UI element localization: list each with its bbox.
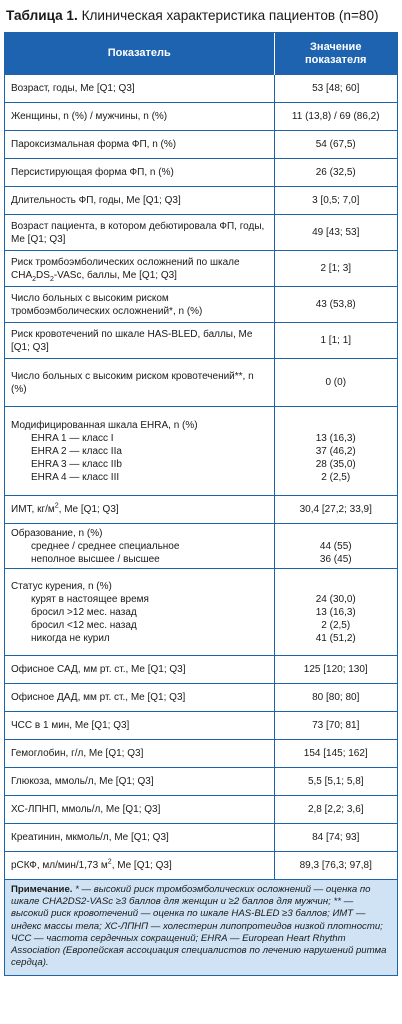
group-label: Модифицированная шкала EHRA, n (%) [11, 419, 198, 431]
sub-item-value: 13 (16,3) [315, 432, 356, 444]
sub-item-label: среднее / среднее специальное [31, 540, 180, 552]
row-value: 49 [43; 53] [274, 215, 397, 251]
table-row [5, 159, 397, 187]
table-row-ehra [5, 407, 397, 496]
row-value: 80 [80; 80] [274, 684, 397, 712]
row-value: 43 (53,8) [274, 287, 397, 323]
table-row [5, 496, 397, 524]
table-row [5, 656, 397, 684]
table-row-education [5, 524, 397, 569]
row-value: 73 [70; 81] [274, 712, 397, 740]
sub-item-value: 24 (30,0) [315, 593, 356, 605]
row-value: 30,4 [27,2; 33,9] [274, 496, 397, 524]
row-label: Длительность ФП, годы, Me [Q1; Q3] [5, 187, 274, 215]
table-row [5, 852, 397, 880]
sub-item-value: 36 (45) [319, 553, 352, 565]
group-label: Образование, n (%) [11, 527, 103, 539]
sub-item-label: бросил <12 мес. назад [31, 619, 137, 631]
row-value: 154 [145; 162] [274, 740, 397, 768]
row-label: Персистирующая форма ФП, n (%) [5, 159, 274, 187]
table-row [5, 215, 397, 251]
row-value: 3 [0,5; 7,0] [274, 187, 397, 215]
row-label: Офисное ДАД, мм рт. ст., Me [Q1; Q3] [5, 684, 274, 712]
table-footnote [5, 879, 397, 975]
row-label: Риск тромбоэмболических осложнений по шкале $CHA_2DS_2$-VASc, баллы, Me [Q1; Q3] [5, 251, 274, 287]
table-row [5, 323, 397, 359]
caption-label: Таблица 1. [6, 8, 78, 23]
sub-item-value: 2 (2,5) [321, 471, 351, 483]
table-row [5, 251, 397, 287]
table-row [5, 684, 397, 712]
table-row [5, 287, 397, 323]
row-label: рСКФ, мл/мин/1,73 $м^2$, Me [Q1; Q3] [5, 852, 274, 880]
row-value: 125 [120; 130] [274, 656, 397, 684]
table-row-smoking [5, 569, 397, 656]
table-row [5, 103, 397, 131]
row-label: ХС-ЛПНП, ммоль/л, Me [Q1; Q3] [5, 796, 274, 824]
table-row [5, 187, 397, 215]
table-row [5, 359, 397, 407]
footnote-label: Примечание. [11, 884, 73, 895]
row-label: Риск кровотечений по шкале HAS-BLED, баллы, Me [Q1; Q3] [5, 323, 274, 359]
table-row [5, 796, 397, 824]
row-value [274, 569, 397, 656]
row-label [5, 524, 274, 569]
header-value: Значение показателя [274, 33, 397, 75]
row-label: Женщины, n (%) / мужчины, n (%) [5, 103, 274, 131]
row-value: 53 [48; 60] [274, 75, 397, 103]
sub-item-label: курят в настоящее время [31, 593, 149, 605]
table-row [5, 768, 397, 796]
table-row [5, 824, 397, 852]
table-row [5, 75, 397, 103]
sub-item-label: неполное высшее / высшее [31, 553, 160, 565]
sub-item-value: 37 (46,2) [315, 445, 356, 457]
sub-item-label: EHRA 1 — класс I [31, 432, 114, 444]
table-row [5, 740, 397, 768]
row-label: ИМТ, $кг/м^2$, Me [Q1; Q3] [5, 496, 274, 524]
row-value: 26 (32,5) [274, 159, 397, 187]
row-value: 11 (13,8) / 69 (86,2) [274, 103, 397, 131]
table-caption [4, 8, 398, 24]
caption-title: Клиническая характеристика пациентов (n=80) [81, 8, 379, 23]
sub-item-label: бросил >12 мес. назад [31, 606, 137, 618]
row-label: Возраст, годы, Me [Q1; Q3] [5, 75, 274, 103]
row-value: 89,3 [76,3; 97,8] [274, 852, 397, 880]
sub-item-value: 41 (51,2) [315, 632, 356, 644]
sub-item-value: 28 (35,0) [315, 458, 356, 470]
row-value [274, 524, 397, 569]
row-label: Гемоглобин, г/л, Me [Q1; Q3] [5, 740, 274, 768]
row-value: 2 [1; 3] [274, 251, 397, 287]
table-header-row [5, 33, 397, 75]
row-label: Возраст пациента, в котором дебютировала ФП, годы, Me [Q1; Q3] [5, 215, 274, 251]
sub-item-label: EHRA 2 — класс IIa [31, 445, 122, 457]
sub-item-value: 44 (55) [319, 540, 352, 552]
characteristics-table [4, 32, 398, 976]
sub-item-label: EHRA 4 — класс III [31, 471, 120, 483]
row-label: Число больных с высоким риском кровотечений**, n (%) [5, 359, 274, 407]
sub-item-value: 2 (2,5) [321, 619, 351, 631]
row-value: 0 (0) [274, 359, 397, 407]
row-label: Офисное САД, мм рт. ст., Me [Q1; Q3] [5, 656, 274, 684]
row-label [5, 407, 274, 496]
table-row [5, 131, 397, 159]
footnote-text: * — высокий риск тромбоэмболических осложнений — оценка по шкале CHA2DS2-VASc ≥3 баллов для женщин и ≥2 баллов для мужчин; ** — высокий риск кровотечений — оценка по шкале HAS-BLED ≥3 баллов; ИМТ — индекс массы тела; ХС-ЛПНП — холестерин липопротеидов низкой плотности; ЧСС — частота сердечных сокращений; EHRA — European Heart Rhythm Association (Европейская ассоциация специалистов по лечению нарушений ритма сердца). [11, 884, 387, 969]
row-label [5, 569, 274, 656]
sub-item-label: EHRA 3 — класс IIb [31, 458, 122, 470]
group-label: Статус курения, n (%) [11, 580, 112, 592]
sub-item-label: никогда не курил [31, 632, 110, 644]
row-value [274, 407, 397, 496]
row-label: Креатинин, мкмоль/л, Me [Q1; Q3] [5, 824, 274, 852]
row-value: 84 [74; 93] [274, 824, 397, 852]
sub-item-value: 13 (16,3) [315, 606, 356, 618]
row-label: Глюкоза, ммоль/л, Me [Q1; Q3] [5, 768, 274, 796]
row-value: 1 [1; 1] [274, 323, 397, 359]
row-value: 54 (67,5) [274, 131, 397, 159]
row-value: 5,5 [5,1; 5,8] [274, 768, 397, 796]
table-row [5, 712, 397, 740]
row-label: Пароксизмальная форма ФП, n (%) [5, 131, 274, 159]
row-label: ЧСС в 1 мин, Me [Q1; Q3] [5, 712, 274, 740]
row-label: Число больных с высоким риском тромбоэмболических осложнений*, n (%) [5, 287, 274, 323]
row-value: 2,8 [2,2; 3,6] [274, 796, 397, 824]
header-indicator: Показатель [5, 33, 274, 75]
